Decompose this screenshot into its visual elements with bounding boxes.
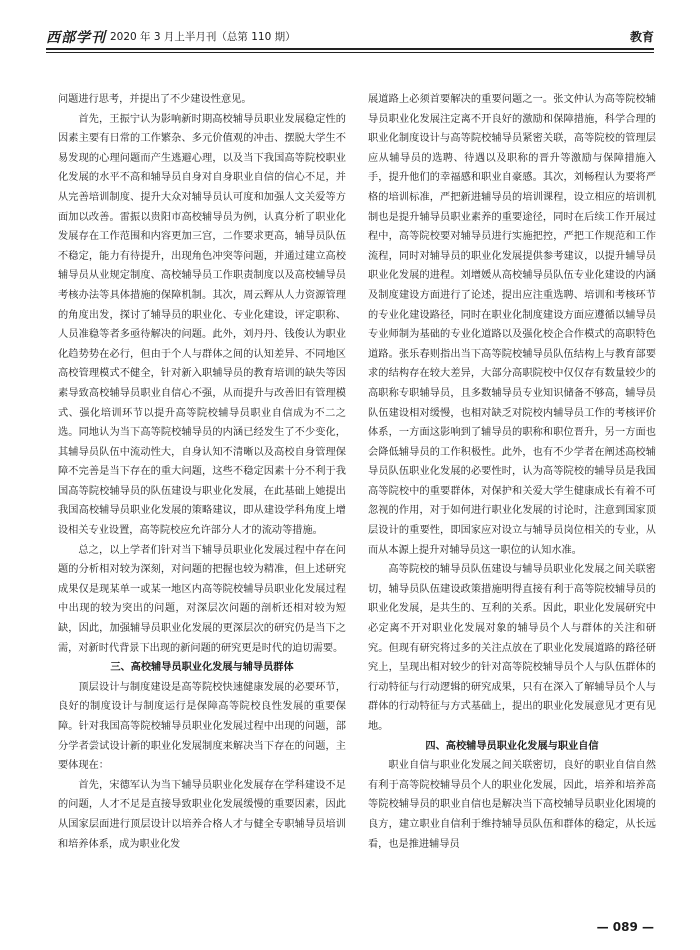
- paragraph: 职业自信与职业化发展之间关联密切，良好的职业自信自然有利于高等院校辅导员个人的职业化发展，因此，培养和培养高等院校辅导员的职业自信也是解决当下高校辅导员职业化困境的良方，建立职业自信利于维持辅导员队伍和群体的稳定，从长远看，也是推进辅导员: [368, 760, 656, 850]
- paragraph: 顶层设计与制度建设是高等院校快速健康发展的必要环节，良好的制度设计与制度运行是保障高等院校良性发展的重要保障。针对我国高等院校辅导员职业化发展过程中出现的问题，部分学者尝试设计新的职业化发展制度来解决当下存在的问题，主要体现在：: [58, 681, 346, 772]
- issue-info: 2020 年 3 月上半月刊（总第 110 期）: [110, 31, 296, 43]
- right-column: [368, 90, 656, 900]
- page-number: — 089 —: [596, 920, 654, 934]
- journal-header: [46, 26, 654, 48]
- paragraph: 首先，王振宁认为影响新时期高校辅导员职业发展稳定性的因素主要有日常的工作繁杂、多元价值观的冲击、摆脱大学生不易发现的心理问题而产生逃避心理，以及当下我国高等院校职业化发展的水平不高和辅导员自身对自身职业自信的信心不足，并从完善培训制度、提升大众对辅导员认可度和加强人文关爱等方面加以改善。雷振以贵阳市高校辅导员为例，认真分析了职业化发展存在工作范围和内容更加三宫，二作要求更高，辅导员队伍不稳定，能力有待提升，出现角色冲突等问题，并通过建立高校辅导员从业规定制度、高校辅导员工作职责制度以及高校辅导员考核办法等具体措施的保障机制。其次，周云辉从人力资源管理的角度出发，探讨了辅导员的职业化、专业化建设，评定职称、人员准稳等者多亟待解决的问题。此外，刘丹丹、钱俊认为职业化趋势势在必行，但由于个人与群体之间的认知差异、不同地区高校管理模式不健全，针对新入职辅导员的教育培训的缺失等因素导致高校辅导员职业自信心不强，从而提升与改善旧有管理模式、强化培训环节以提升高等院校辅导员职业自信成为不二之选。同地认为当下高等院校辅导员的内涵已经发生了不少变化，其辅导员队伍中流动性大，自身认知不清晰以及高校自身管理保障不完善是当下存在的重大问题，这些不稳定因素十分不利于我国高等院校辅导员的队伍建设与职业化发展，在此基础上她提出我国高校辅导员职业化发展的策略建议，即从建设学科角度上增设相关专业设置，高等院校应允许部分人才的流动等措施。: [58, 113, 346, 537]
- journal-logo: 西部学刊: [46, 30, 106, 46]
- section-heading: 四、高校辅导员职业化发展与职业自信: [425, 740, 599, 752]
- paragraph: 高等院校的辅导员队伍建设与辅导员职业化发展之间关联密切，辅导员队伍建设政策措施明得直接有利于高等院校辅导员的职业化发展，是共生的、互利的关系。因此，职业化发展研究中必定离不开对职业化发展对象的辅导员个人与群体的关注和研究。但现有研究将过多的关注点放在了职业化发展道路的路径研究上，呈现出相对较少的针对高等院校辅导员个人与队伍群体的行动特征与行动逻辑的研究成果，只有在深入了解辅导员个人与群体的行动特征与方式基础上，提出的职业化发展意见才更有见地。: [368, 564, 656, 732]
- left-column: [58, 90, 346, 900]
- header-rule-thick: [46, 48, 654, 50]
- section-label: 教育: [629, 30, 654, 44]
- section-heading: 三、高校辅导员职业化发展与辅导员群体: [110, 662, 294, 674]
- paragraph: 首先，宋德军认为当下辅导员职业化发展存在学科建设不足的问题，人才不足是直接导致职业化发展缓慢的重要因素，因此从国家层面进行顶层设计以培养合格人才与健全专职辅导员培训和培养体系，成为职业化发: [58, 779, 346, 850]
- paragraph: 问题进行思考，并提出了不少建设性意见。: [58, 94, 252, 105]
- paragraph: 展道路上必须首要解决的重要问题之一。张文仲认为高等院校辅导员职业化发展注定离不开良好的激励和保障措施，科学合理的职业化制度设计与高等院校辅导员紧密关联，高等院校的管理层应从辅导员的选聘、待遇以及职称的晋升等激励与保障措施入手，提升他们的幸福感和职业自豪感。其次，刘畅程认为要将严格的培训标准，严把新进辅导员的培训课程，设立相应的培训机制也是提升辅导员职业素养的重要途径，同时在后续工作开展过程中，高等院校要对辅导员进行实施把控，严把工作规范和工作流程，同时对辅导员的职业化发展提供参考建议，以提升辅导员职业化发展的进程。刘增媛从高校辅导员队伍专业化建设的内涵及制度建设方面进行了论述，提出应注重选聘、培训和考核环节的专业化建设路径，同时在职业化制度建设方面应遵循以辅导员专业师制为基础的专业化道路以及强化校企合作模式的高职特色道路。张乐春则指出当下高等院校辅导员队伍结构上与教育部要求的结构存在较大差异，大部分高职院校中仅仅存有数量较少的高职称专职辅导员，且多数辅导员专业知识储备不够高，辅导员队伍建设相对缓慢，也相对缺乏对院校内辅导员工作的考核评价体系，一方面这影响到了辅导员的职称和职位晋升，另一方面也会降低辅导员的工作积极性。此外，也有不少学者在阐述高校辅导员队伍职业化发展的必要性时，认为高等院校的辅导员是我国高等院校中的重要群体，对保护和关爱大学生健康成长有着不可忽视的作用，对于如何进行职业化发展的讨论时，注意到国家顶层设计的重要性，即国家应对设立与辅导员岗位相关的专业，从而从本源上提升对辅导员这一职位的认知水准。: [368, 94, 656, 556]
- header-rule-thin: [46, 52, 654, 53]
- paragraph: 总之，以上学者们针对当下辅导员职业化发展过程中存在问题的分析相对较为深刻，对问题的把握也较为精准，但上述研究成果仅是现某单一或某一地区内高等院校辅导员职业化发展过程中出现的较为突出的问题，对深层次问题的剖析还相对较为短缺，因此，加强辅导员职业化发展的更深层次的研究仍是当下之需，对新时代背景下出现的新问题的研究更是时代的迫切需要。: [58, 544, 346, 654]
